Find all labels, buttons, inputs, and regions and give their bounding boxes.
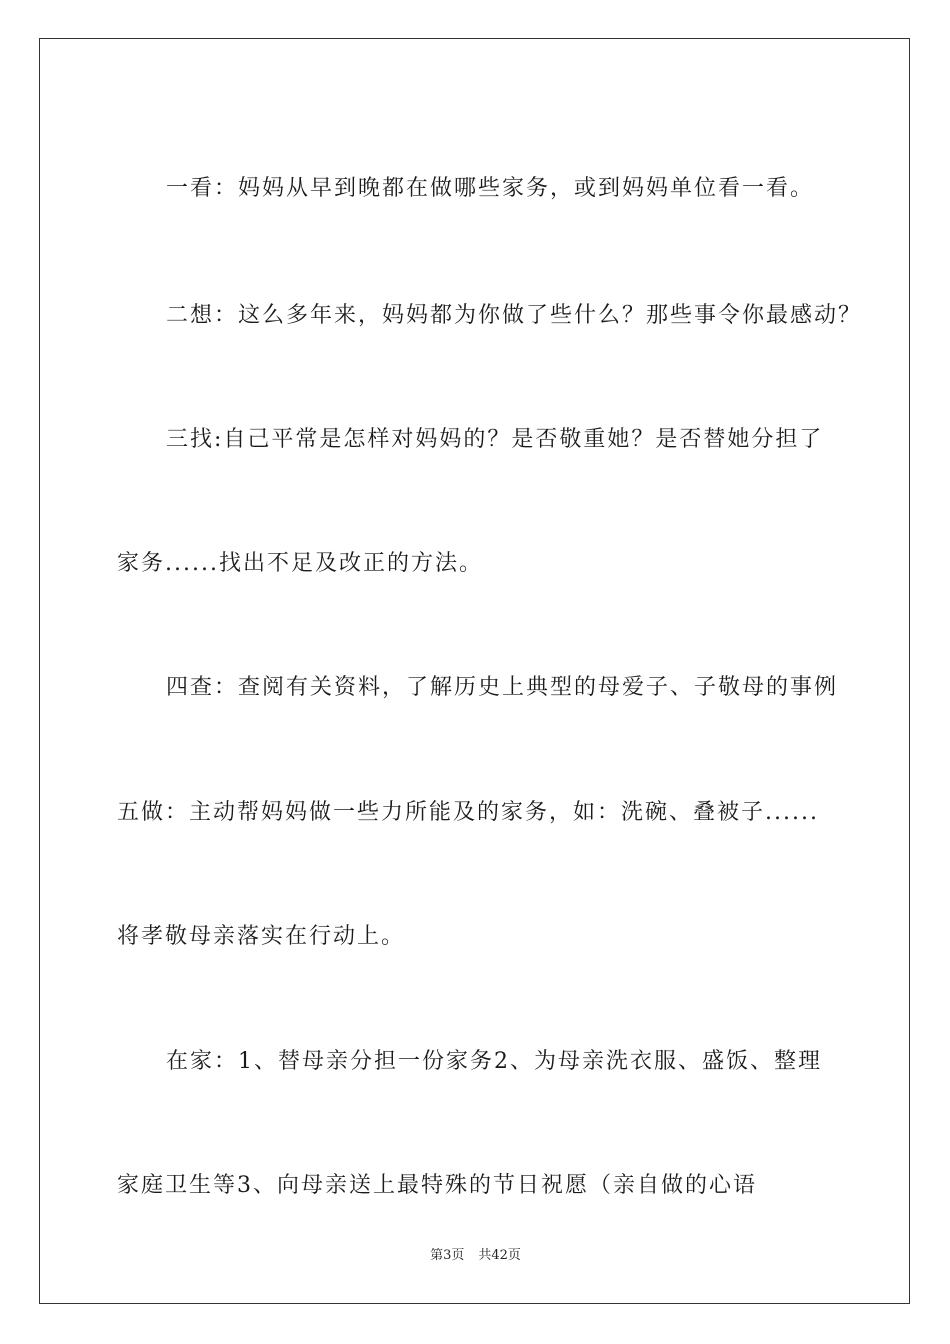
paragraph-line-1: 一看：妈妈从早到晚都在做哪些家务，或到妈妈单位看一看。 bbox=[166, 176, 815, 201]
page-total: 共42页 bbox=[478, 1248, 521, 1263]
paragraph-line-5: 四查：查阅有关资料，了解历史上典型的母爱子、子敬母的事例 bbox=[166, 675, 839, 700]
page-footer bbox=[40, 1247, 911, 1265]
paragraph-line-3: 三找:自己平常是怎样对妈妈的？是否敬重她？是否替她分担了 bbox=[166, 427, 824, 452]
paragraph-line-9: 家庭卫生等3、向母亲送上最特殊的节日祝愿（亲自做的心语 bbox=[117, 1173, 757, 1198]
paragraph-line-7: 将孝敬母亲落实在行动上。 bbox=[117, 924, 406, 949]
page-frame bbox=[39, 38, 910, 1304]
paragraph-line-4: 家务......找出不足及改正的方法。 bbox=[117, 551, 483, 576]
paragraph-line-8: 在家：1、替母亲分担一份家务2、为母亲洗衣服、盛饭、整理 bbox=[166, 1049, 822, 1074]
page-number: 第3页 bbox=[430, 1248, 465, 1263]
paragraph-line-6: 五做：主动帮妈妈做一些力所能及的家务，如：洗碗、叠被子...... bbox=[117, 800, 819, 825]
paragraph-line-2: 二想：这么多年来，妈妈都为你做了些什么？那些事令你最感动？ bbox=[166, 303, 863, 328]
